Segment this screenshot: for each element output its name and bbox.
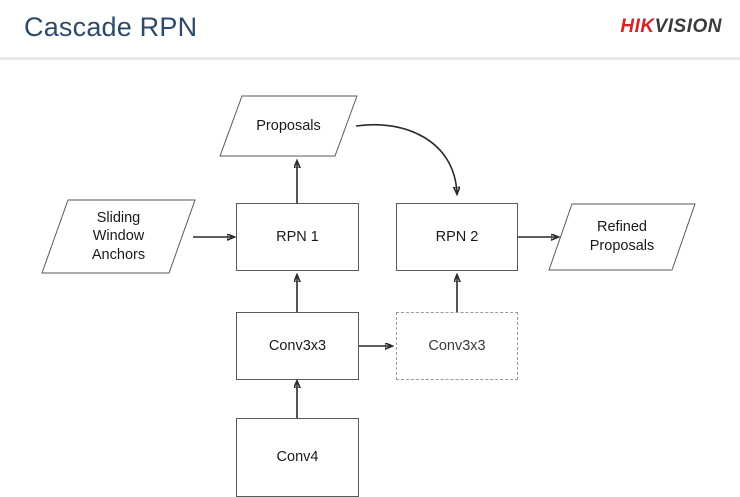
node-proposals-label: Proposals (256, 117, 321, 134)
logo-text-vision: VISION (654, 16, 722, 37)
anchors-line-3: Anchors (91, 246, 146, 263)
node-rpn1-label: RPN 1 (276, 228, 319, 245)
node-rpn2-label: RPN 2 (435, 228, 479, 245)
node-sliding-window-anchors[interactable] (41, 199, 196, 274)
hikvision-logo (620, 16, 722, 38)
node-proposals[interactable] (219, 95, 358, 157)
anchors-line-2: Window (92, 228, 145, 245)
logo-text-hik: HIK (620, 16, 655, 37)
refined-line-1: Refined (597, 219, 647, 236)
header-divider (0, 57, 740, 60)
node-refined-proposals-label (548, 203, 696, 271)
refined-line-2: Proposals (589, 238, 655, 254)
node-conv3x3-dashed-label: Conv3x3 (428, 337, 486, 354)
node-sliding-window-anchors-label (41, 199, 196, 274)
node-conv4[interactable] (236, 418, 359, 497)
node-conv3x3-label: Conv3x3 (268, 337, 327, 354)
node-rpn2[interactable] (396, 203, 518, 271)
page-title: Cascade RPN (24, 12, 198, 42)
node-conv4-label: Conv4 (276, 449, 319, 466)
node-refined-proposals[interactable] (548, 203, 696, 271)
node-conv3x3-dashed[interactable] (396, 312, 518, 380)
edge-proposals-to-rpn2 (356, 125, 457, 194)
anchors-line-1: Sliding (96, 209, 141, 226)
node-conv3x3[interactable] (236, 312, 359, 380)
node-rpn1[interactable] (236, 203, 359, 271)
